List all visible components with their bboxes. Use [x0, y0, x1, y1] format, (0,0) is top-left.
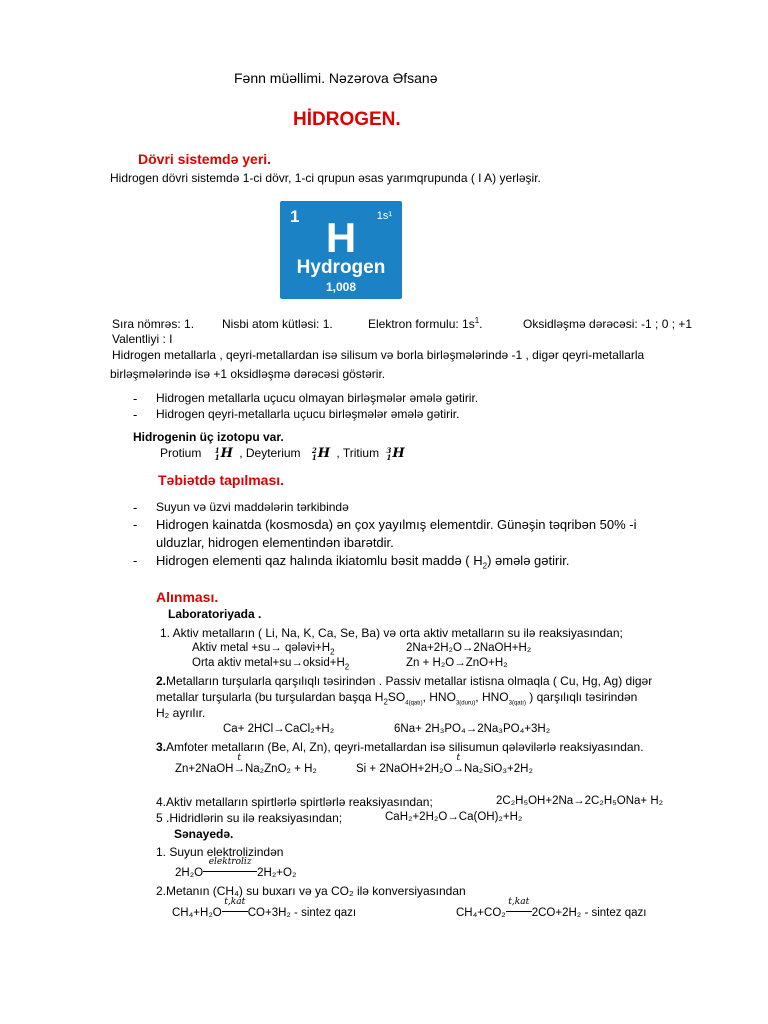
position-heading: Dövri sistemdə yeri.: [138, 151, 272, 167]
compound-item: Hidrogen qeyri-metallarla uçucu birləşmələr əmələ gətirir.: [156, 407, 460, 421]
method-1: 1. Aktiv metalların ( Li, Na, K, Ca, Se, Ba) və orta aktiv metalların su ilə reaksiyasından;: [160, 626, 623, 640]
method-2-c: H₂ ayrılır.: [156, 706, 206, 720]
prop-text-1: Hidrogen metallarla , qeyri-metallardan isə silisum və borla birləşmələrində -1 , digər qeyri-metallarla: [112, 348, 645, 362]
method-1-a: Aktiv metal $+su\to qələvi+H_2$: [192, 642, 335, 657]
prop-formula: Elektron formulu: $1s^1$.: [368, 316, 483, 331]
compound-item: Hidrogen metallarla uçucu olmayan birləşmələr əmələ gətirir.: [156, 391, 479, 405]
reaction-3a: Zn+2NaOH t →Na₂ZnO₂ + H₂: [175, 753, 317, 775]
lab-heading: Laboratoriyada .: [168, 607, 262, 621]
nature-item: Hidrogen kainatda (kosmosda) ən çox yayılmış elementdir. Günəşin təqribən 50% -i: [156, 517, 637, 532]
arrow-tkat: t,kat: [506, 907, 532, 919]
reaction-i2b: CH₄+CO₂ t,kat 2CO+2H₂ - sintez qazı: [456, 897, 647, 919]
list-dash: -: [133, 391, 138, 406]
method-4: 4.Aktiv metalların spirtlərlə spirtlərlə reaksiyasından;: [156, 795, 433, 809]
hydrogen-tile: [280, 201, 402, 299]
reaction-3b: Si + 2NaOH+2H₂O t →Na₂SiO₃+2H₂: [356, 753, 533, 775]
industry-1: 1. Suyun elektrolizindən: [156, 845, 284, 859]
arrow-t: t →: [452, 753, 465, 775]
tile-name: Hydrogen: [296, 257, 386, 278]
tile-symbol: H: [325, 214, 357, 261]
reaction-1b: Zn + H₂O→ZnO+H₂: [406, 657, 508, 669]
prop-text-2: birləşmələrində isə +1 oksidləşmə dərəcəsi göstərir.: [110, 367, 386, 381]
list-dash: -: [133, 407, 138, 422]
reaction-5: CaH₂+2H₂O→Ca(OH)₂+H₂: [385, 811, 523, 823]
method-2-b: metallar turşularla (bu turşulardan başqa $H_2SO_{4(qatı)}$, $HNO_{3(duru)}$, $HNO_{3(qatı)}$ ) qarşılıqlı təsirindən: [156, 690, 638, 707]
arrow-tkat: t,kat: [222, 907, 248, 919]
method-1-b: Orta aktiv $metal+su\to oksid+H_2$: [192, 657, 350, 672]
list-dash: -: [133, 500, 138, 515]
reaction-2b: 6Na+ 2H₃PO₄→2Na₃PO₄+3H₂: [394, 723, 551, 735]
arrow-t: t →: [233, 753, 245, 775]
position-text: Hidrogen dövri sistemdə 1-ci dövr, 1-ci qrupun əsas yarımqrupunda ( I A) yerləşir.: [110, 171, 541, 185]
arrow-electrolysis: elektroliz: [203, 867, 257, 879]
reaction-2a: Ca+ 2HCl→CaCl₂+H₂: [223, 723, 335, 735]
obtaining-heading: Alınması.: [156, 589, 219, 605]
tile-number: 1: [290, 207, 300, 226]
nature-heading: Təbiətdə tapılması.: [158, 472, 285, 488]
method-3: 3.Amfoter metalların (Be, Al, Zn), qeyri-metallardan isə silisumun qələvilərlə reaksiyasından.: [156, 740, 644, 754]
tile-mass: 1,008: [325, 280, 357, 294]
isotopes-heading: Hidrogenin üç izotopu var.: [133, 430, 284, 444]
nature-item-cont: ulduzlar, hidrogen elementindən ibarətdir.: [156, 535, 394, 550]
nature-item: Hidrogen elementi qaz halında ikiatomlu bəsit maddə ( $H_2$) əmələ gətirir.: [156, 553, 570, 571]
prop-mass: Nisbi atom kütləsi: 1.: [222, 317, 333, 331]
reaction-i2a: CH₄+H₂O t,kat CO+3H₂ - sintez qazı: [172, 897, 357, 919]
page-title: HİDROGEN.: [293, 109, 401, 130]
prop-order: Sıra nömrəs: 1.: [112, 317, 195, 331]
method-2: 2.Metalların turşularla qarşılıqlı təsirindən . Passiv metallar istisna olmaqla ( Cu, Hg, Ag) digər: [156, 674, 653, 688]
isotopes-line: Protium 1 1 H , Deyterium 2 1 H , Tritium 3 1 H: [160, 445, 405, 462]
method-5: 5 .Hidridlərin su ilə reaksiyasından;: [156, 811, 343, 825]
reaction-4: 2C₂H₅OH+2Na→2C₂H₅ONa+ H₂: [496, 795, 664, 807]
industry-2: 2.Metanın (CH₄) su buxarı və ya CO₂ ilə konversiyasından: [156, 884, 466, 898]
teacher-name: Fənn müəllimi. Nəzərova Əfsanə: [234, 70, 438, 86]
reaction-i1: 2H₂O elektroliz 2H₂+O₂: [175, 857, 297, 879]
prop-oxidation: Oksidləşmə dərəcəsi: -1 ; 0 ; +1: [523, 317, 693, 331]
prop-valency: Valentliyi : I: [112, 332, 173, 346]
nature-item: Suyun və üzvi maddələrin tərkibində: [156, 500, 349, 514]
list-dash: -: [133, 517, 138, 532]
industry-heading: Sənayedə.: [174, 827, 234, 841]
list-dash: -: [133, 553, 138, 568]
reaction-1a: 2Na+2H₂O→2NaOH+H₂: [406, 642, 532, 654]
tile-config: 1s¹: [376, 210, 392, 222]
